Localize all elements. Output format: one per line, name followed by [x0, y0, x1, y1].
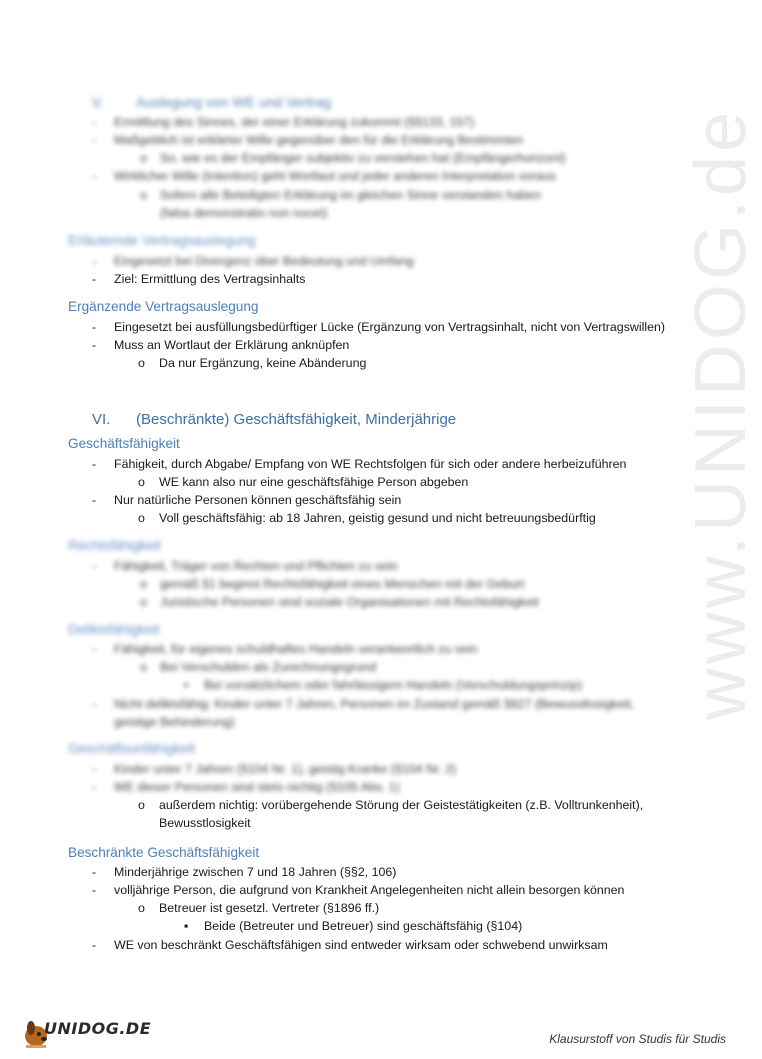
- deliktsfaehigkeit-heading: Deliktsfähigkeit: [68, 622, 160, 637]
- list-item: Wirklicher Wille (Intention) geht Wortlaut und jeder anderen Interpretation voraus: [114, 169, 556, 183]
- bullet-dash: -: [92, 865, 97, 879]
- list-item: Bei Verschulden als Zurechnungsgrund: [160, 660, 377, 674]
- bullet-dash: -: [92, 272, 97, 286]
- list-item: WE kann also nur eine geschäftsfähige Person abgeben: [159, 475, 469, 489]
- bullet-dash: -: [92, 115, 97, 129]
- section-v-number: V.: [92, 94, 104, 110]
- list-item: Juristische Personen sind soziale Organisationen mit Rechtsfähigkeit: [160, 595, 539, 609]
- list-item: Ziel: Ermittlung des Vertragsinhalts: [114, 272, 306, 286]
- list-item: WE von beschränkt Geschäftsfähigen sind entweder wirksam oder schwebend unwirksam: [114, 938, 608, 952]
- list-item: Maßgeblich ist erklärter Wille gegenüber den für die Erklärung Bestimmten: [114, 133, 524, 147]
- geschaeftsfaehigkeit-heading: Geschäftsfähigkeit: [68, 436, 180, 451]
- footer-tagline: Klausurstoff von Studis für Studis: [549, 1032, 726, 1046]
- bullet-dash: -: [92, 938, 97, 952]
- bullet-dash: -: [92, 559, 97, 573]
- list-item: Voll geschäftsfähig: ab 18 Jahren, geistig gesund und nicht betreuungsbedürftig: [159, 511, 596, 525]
- bullet-dash: -: [92, 169, 97, 183]
- list-item: Sofern alle Beteiligten Erklärung im gleichen Sinne verstanden haben: [160, 188, 541, 202]
- list-item: Da nur Ergänzung, keine Abänderung: [159, 356, 367, 370]
- list-item: außerdem nichtig: vorübergehende Störung der Geistestätigkeiten (z.B. Volltrunkenheit),: [159, 798, 644, 812]
- list-item: So, wie es der Empfänger subjektiv zu verstehen hat (Empfängerhorizont): [160, 151, 566, 165]
- geschaeftsunfaehigkeit-heading: Geschäftsunfähigkeit: [68, 741, 195, 756]
- bullet-dash: -: [92, 457, 97, 471]
- list-item: geistige Behinderung): [114, 715, 235, 729]
- bullet-dash: -: [92, 338, 97, 352]
- bullet-square: ▪: [184, 919, 189, 933]
- list-item: Bewusstlosigkeit: [159, 816, 251, 830]
- list-item: Nicht deliktsfähig: Kinder unter 7 Jahren, Personen im Zustand gemäß §827 (Bewusstlosigkeit,: [114, 697, 634, 711]
- ergaenzende-heading: Ergänzende Vertragsauslegung: [68, 299, 259, 314]
- bullet-circle: o: [140, 595, 147, 609]
- beschraenkte-heading: Beschränkte Geschäftsfähigkeit: [68, 845, 260, 860]
- section-vi-title: (Beschränkte) Geschäftsfähigkeit, Minderjährige: [136, 411, 457, 428]
- list-item: Eingesetzt bei ausfüllungsbedürftiger Lücke (Ergänzung von Vertragsinhalt, nicht von Vertragswillen): [114, 320, 666, 334]
- list-item: WE dieser Personen sind stets nichtig (§105 Abs. 1): [114, 780, 400, 794]
- list-item: Beide (Betreuter und Betreuer) sind geschäftsfähig (§104): [204, 919, 523, 933]
- bullet-square: ▪: [184, 678, 189, 692]
- list-item: Betreuer ist gesetzl. Vertreter (§1896 ff.): [159, 901, 380, 915]
- list-item: Fähigkeit, Träger von Rechten und Pflichten zu sein: [114, 559, 398, 573]
- list-item: Kinder unter 7 Jahren (§104 Nr. 1), geistig Kranke (§104 Nr. 2): [114, 762, 457, 776]
- bullet-circle: o: [138, 356, 145, 370]
- list-item: Eingesetzt bei Divergenz über Bedeutung und Umfang: [114, 254, 414, 268]
- bullet-circle: o: [138, 475, 145, 489]
- section-vi-number: VI.: [92, 411, 111, 428]
- list-item: gemäß §1 beginnt Rechtsfähigkeit eines Menschen mit der Geburt: [160, 577, 525, 591]
- bullet-dash: -: [92, 133, 97, 147]
- list-item: Fähigkeit, durch Abgabe/ Empfang von WE Rechtsfolgen für sich oder andere herbeizuführen: [114, 457, 627, 471]
- bullet-dash: -: [92, 493, 97, 507]
- bullet-dash: -: [92, 762, 97, 776]
- bullet-dash: -: [92, 320, 97, 334]
- watermark: www.UNIDOG.de: [681, 107, 761, 720]
- bullet-circle: o: [138, 901, 145, 915]
- list-item: Minderjährige zwischen 7 und 18 Jahren (§§2, 106): [114, 865, 397, 879]
- list-item: (falsa demonstratio non nocet): [160, 206, 328, 220]
- bullet-dash: -: [92, 697, 97, 711]
- bullet-dash: -: [92, 642, 97, 656]
- bullet-circle: o: [140, 577, 147, 591]
- list-item: Nur natürliche Personen können geschäftsfähig sein: [114, 493, 402, 507]
- bullet-circle: o: [140, 151, 147, 165]
- bullet-dash: -: [92, 254, 97, 268]
- list-item: Fähigkeit, für eigenes schuldhaftes Handeln verantwortlich zu sein: [114, 642, 478, 656]
- logo-text: UNIDOG.DE: [44, 1019, 152, 1038]
- erlaeuternde-heading: Erläuternde Vertragsauslegung: [68, 233, 256, 248]
- list-item: Muss an Wortlaut der Erklärung anknüpfen: [114, 338, 350, 352]
- bullet-dash: -: [92, 883, 97, 897]
- bullet-circle: o: [140, 188, 147, 202]
- bullet-circle: o: [138, 511, 145, 525]
- list-item: Bei vorsätzlichem oder fahrlässigem Handeln (Verschuldungsprinzip): [204, 678, 583, 692]
- list-item: Ermittlung des Sinnes, der einer Erklärung zukommt (§§133, 157): [114, 115, 475, 129]
- bullet-circle: o: [140, 660, 147, 674]
- rechtsfaehigkeit-heading: Rechtsfähigkeit: [68, 538, 161, 553]
- bullet-dash: -: [92, 780, 97, 794]
- list-item: volljährige Person, die aufgrund von Krankheit Angelegenheiten nicht allein besorgen können: [114, 883, 625, 897]
- section-v-title: Auslegung von WE und Vertrag: [136, 94, 332, 110]
- bullet-circle: o: [138, 798, 145, 812]
